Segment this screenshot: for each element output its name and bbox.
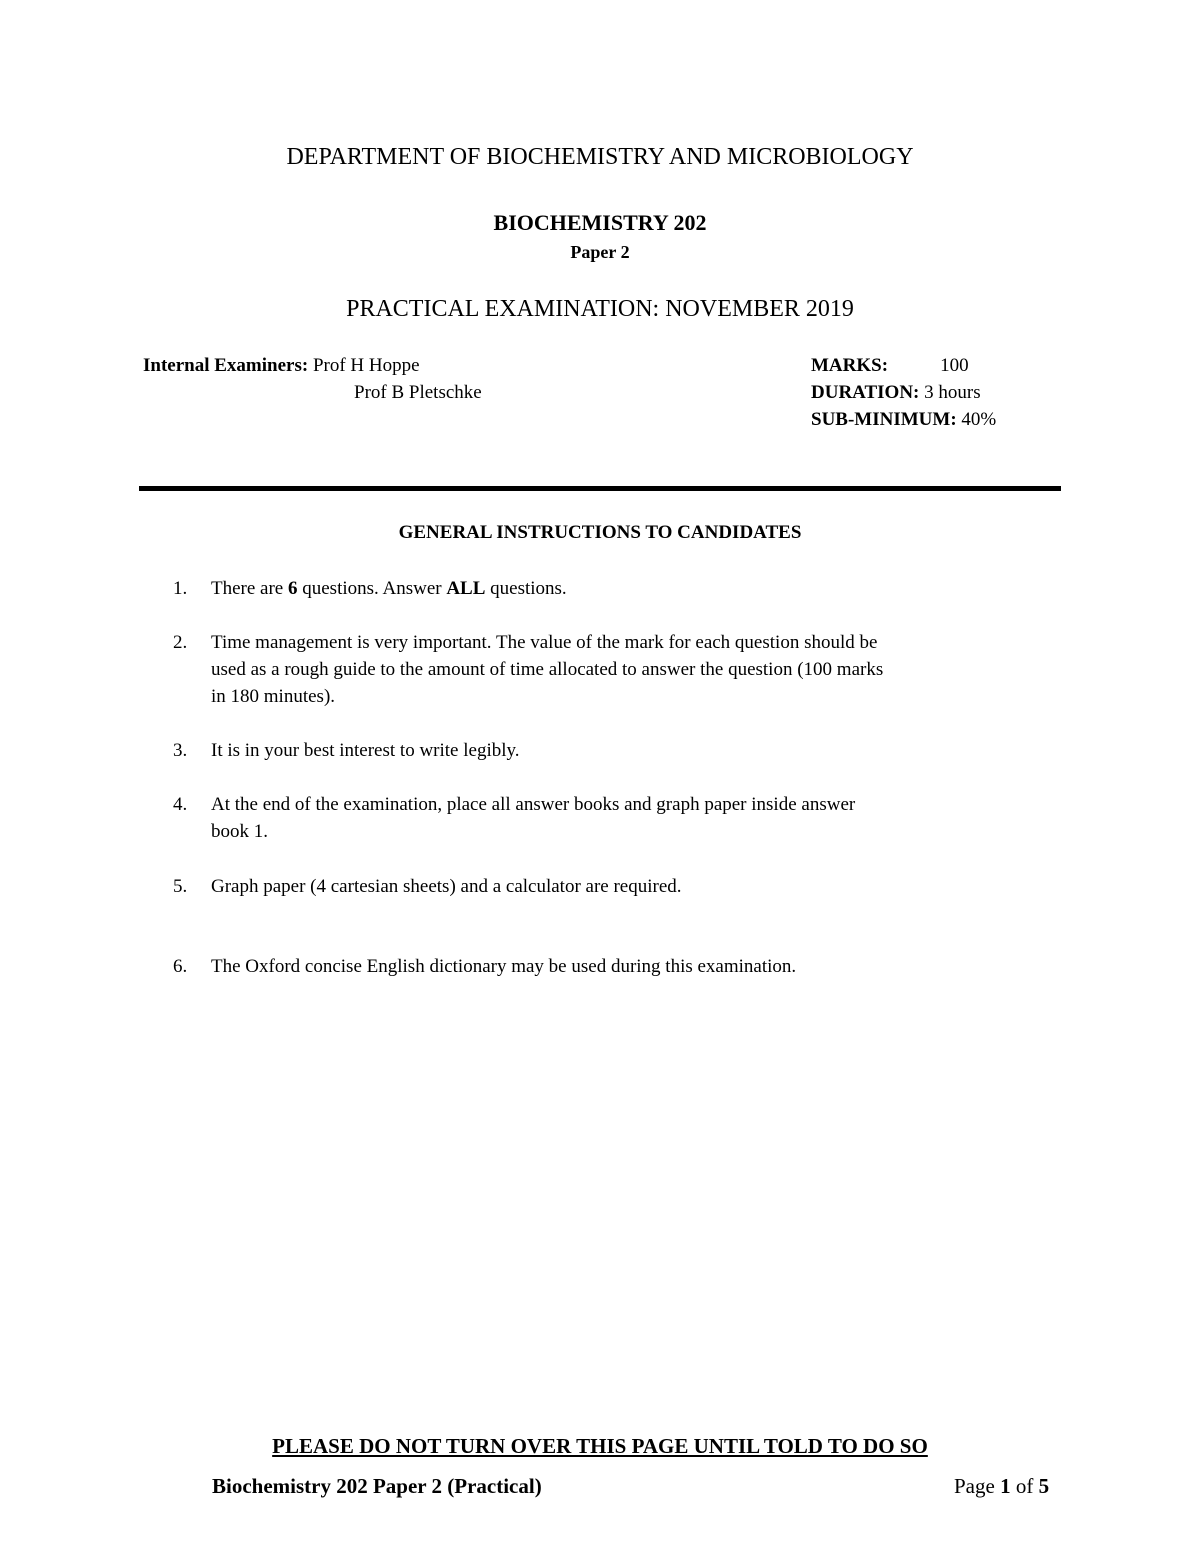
horizontal-divider [139, 486, 1061, 491]
duration-label: DURATION: [811, 382, 920, 403]
instruction-text: At the end of the examination, place all answer books and graph paper inside answer book 1. [211, 794, 856, 842]
examiner-name: Prof H Hoppe [312, 355, 420, 376]
marks-value: 100 [940, 355, 969, 376]
instruction-text: It is in your best interest to write legibly. [211, 740, 520, 761]
instructions-title: GENERAL INSTRUCTIONS TO CANDIDATES [398, 522, 802, 543]
do-not-turn-warning: PLEASE DO NOT TURN OVER THIS PAGE UNTIL TOLD TO DO SO [272, 1434, 928, 1458]
marks-label: MARKS: [811, 355, 889, 376]
examiners-block [143, 352, 482, 406]
instruction-text: There are 6 questions. Answer ALL questions. [211, 578, 567, 599]
department-heading: DEPARTMENT OF BIOCHEMISTRY AND MICROBIOLOGY [286, 144, 914, 170]
footer-course: Biochemistry 202 Paper 2 (Practical) [212, 1474, 542, 1498]
course-title: BIOCHEMISTRY 202 [493, 210, 707, 235]
instruction-number: 6. [173, 956, 188, 977]
instruction-number: 1. [173, 578, 188, 599]
subminimum-label: SUB-MINIMUM: [811, 409, 957, 430]
examiner-name: Prof B Pletschke [354, 382, 482, 403]
duration-value: 3 hours [924, 382, 981, 403]
instruction-number: 3. [173, 740, 188, 761]
instruction-text: Graph paper (4 cartesian sheets) and a calculator are required. [211, 876, 682, 897]
instruction-text: Time management is very important. The value of the mark for each question should be used as a rough guide to the amount of time allocated to answer the question (100 marks in 180 minutes). [211, 632, 884, 707]
instruction-number: 2. [173, 632, 188, 653]
subminimum-value: 40% [961, 409, 997, 430]
exam-info-block [811, 352, 996, 433]
page-number: Page 1 of 5 [954, 1474, 1050, 1498]
instruction-number: 4. [173, 794, 188, 815]
exam-title: PRACTICAL EXAMINATION: NOVEMBER 2019 [346, 296, 854, 322]
examiners-label: Internal Examiners: [143, 355, 309, 376]
instruction-text: The Oxford concise English dictionary may be used during this examination. [211, 956, 797, 977]
instruction-number: 5. [173, 876, 188, 897]
paper-number: Paper 2 [570, 242, 630, 262]
